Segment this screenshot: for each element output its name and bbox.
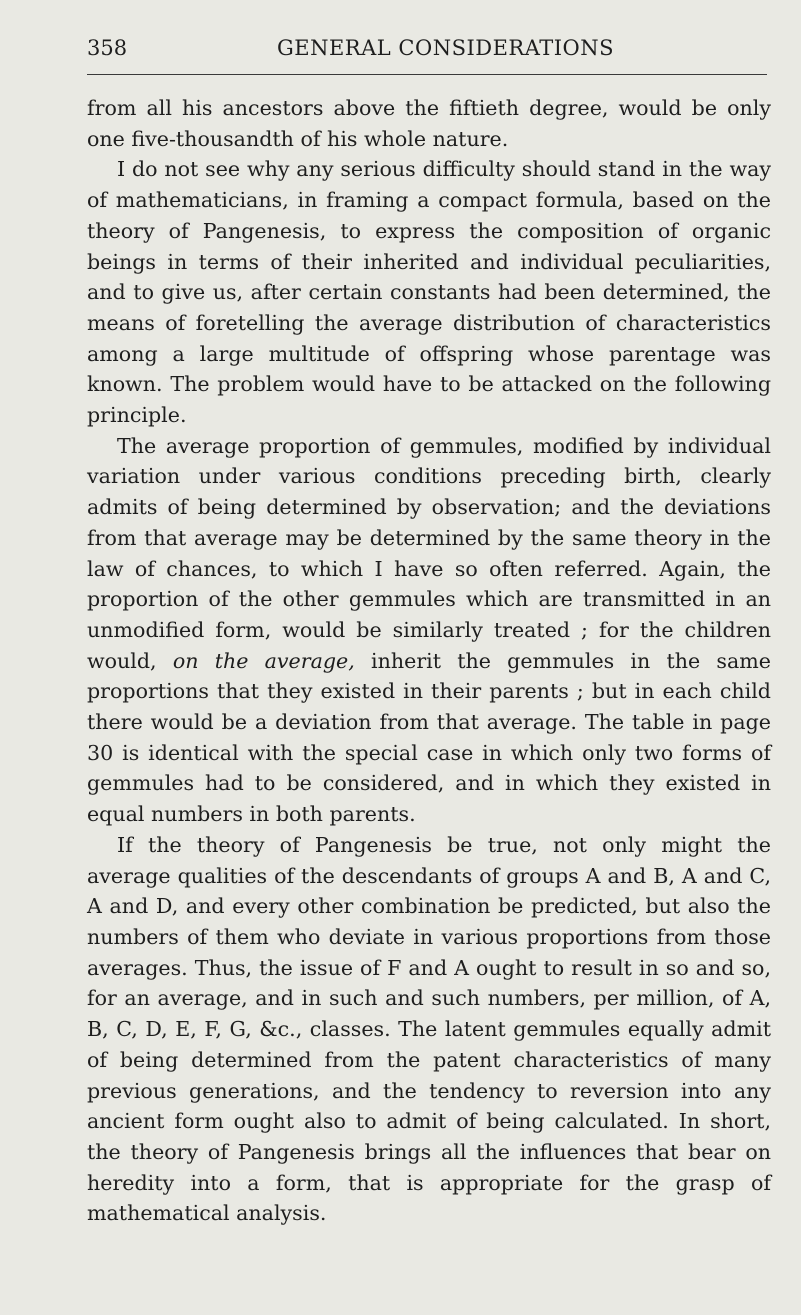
italic-phrase: on the average, [172, 648, 355, 673]
paragraph-text: The average proportion of gemmules, modified by individual variation under various conditions preceding birth, clearly admits of being determined by observation; and the deviations from that average may be determined by the same theory in the law of chances, to which I have so often referred. Again, the proportion of the other gemmules which are transmitted in an unmodified form, would be similarly treated ; for the children would, [87, 433, 771, 673]
paragraph-pangenesis-true [87, 830, 771, 1229]
paragraph-text: inherit the gemmules in the same proportions that they existed in their parents ; but in each child there would be a deviation from that average. The table in page 30 is identical with the special case in which only two forms of gemmules had to be considered, and in which they existed in equal numbers in both parents. [87, 648, 771, 827]
body-text [87, 93, 771, 1229]
paragraph-continued [87, 93, 771, 154]
paragraph-text: I do not see why any serious difficulty should stand in the way of mathematicians, in framing a compact formula, based on the theory of Pangenesis, to express the composition of organic beings in terms of their inherited and individual peculiarities, and to give us, after certain constants had been determined, the means of foretelling the average distribution of characteristics among a large multitude of offspring whose parentage was known. The problem would have to be attacked on the following principle. [87, 157, 771, 428]
running-head [87, 36, 738, 68]
paragraph-text: If the theory of Pangenesis be true, not only might the average qualities of the descendants of groups A and B, A and C, A and D, and every other combination be predicted, but also the numbers of them who deviate in various proportions from those averages. Thus, the issue of F and A ought to result in so and so, for an average, and in such and such numbers, per million, of A, B, C, D, E, F, G, &c., classes. The latent gemmules equally admit of being determined from the patent characteristics of many previous generations, and the tendency to reversion into any ancient form ought also to admit of being calculated. In short, the theory of Pangenesis brings all the influences that bear on heredity into a form, that is appropriate for the grasp of mathematical analysis. [87, 832, 771, 1226]
paragraph-text: from all his ancestors above the fiftieth degree, would be only one five-thousandth of his whole nature. [87, 96, 771, 151]
paragraph-mathematicians [87, 154, 771, 430]
header-rule [87, 74, 767, 75]
page-number: 358 [87, 36, 128, 60]
paragraph-average-proportion [87, 431, 771, 830]
running-title: GENERAL CONSIDERATIONS [277, 36, 615, 60]
